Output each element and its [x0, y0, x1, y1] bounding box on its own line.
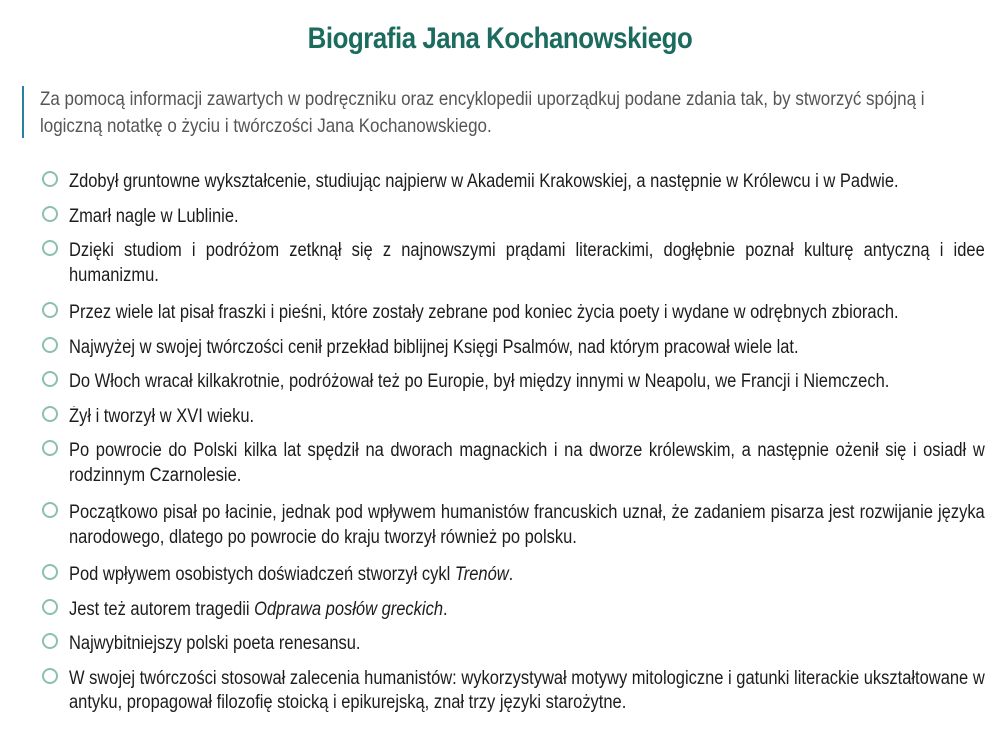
- list-item[interactable]: [40, 632, 985, 657]
- sentence-text: Zdobył gruntowne wykształcenie, studiując najpierw w Akademii Krakowskiej, a następnie w Królewcu i w Padwie.: [69, 171, 899, 192]
- intro-accent-bar: [22, 86, 24, 138]
- sentence-text: [69, 563, 985, 588]
- sentence-text-part: .: [508, 564, 514, 585]
- list-item[interactable]: [40, 170, 985, 195]
- sentence-text: Żył i tworzył w XVI wieku.: [69, 405, 255, 427]
- page-title: Biografia Jana Kochanowskiego: [307, 22, 693, 55]
- list-item[interactable]: [40, 405, 985, 430]
- list-item[interactable]: [40, 239, 985, 288]
- circle-radio-icon[interactable]: [42, 302, 58, 318]
- list-item[interactable]: [40, 563, 985, 588]
- sentence-text-part: Pod wpływem osobistych doświadczeń stworzył cykl: [69, 564, 455, 585]
- circle-radio-icon[interactable]: [42, 633, 58, 649]
- circle-radio-icon[interactable]: [42, 564, 58, 580]
- sentence-text: Po powrocie do Polski kilka lat spędził na dworach magnackich i na dworze królewskim, a następnie ożenił się i osiadł w rodzinnym Czarnolesie.: [69, 440, 985, 486]
- circle-radio-icon[interactable]: [42, 668, 58, 684]
- list-item[interactable]: [40, 598, 985, 623]
- italic-title: Trenów: [454, 564, 509, 585]
- sentence-list: [40, 170, 985, 729]
- circle-radio-icon[interactable]: [42, 440, 58, 456]
- circle-radio-icon[interactable]: [42, 406, 58, 422]
- circle-radio-icon[interactable]: [42, 337, 58, 353]
- sentence-text: Najwybitniejszy polski poeta renesansu.: [69, 633, 361, 654]
- list-item[interactable]: [40, 439, 985, 488]
- sentence-text: Dzięki studiom i podróżom zetknął się z najnowszymi prądami literackimi, dogłębnie poznał kulturę antyczną i idee humanizmu.: [69, 240, 985, 286]
- circle-radio-icon[interactable]: [42, 171, 58, 187]
- italic-title: Odprawa posłów greckich: [254, 598, 443, 620]
- sentence-text: Przez wiele lat pisał fraszki i pieśni, które zostały zebrane pod koniec życia poety i wydane w odrębnych zbiorach.: [69, 302, 899, 323]
- sentence-text: Najwyżej w swojej twórczości cenił przekład biblijnej Księgi Psalmów, nad którym pracował wiele lat.: [69, 336, 799, 358]
- sentence-text: Początkowo pisał po łacinie, jednak pod wpływem humanistów francuskich uznał, że zadaniem pisarza jest rozwijanie języka narodowego, dlatego po powrocie do kraju tworzył również po polsku.: [69, 502, 985, 548]
- list-item[interactable]: [40, 205, 985, 230]
- list-item[interactable]: [40, 370, 985, 395]
- list-item[interactable]: [40, 667, 985, 716]
- circle-radio-icon[interactable]: [42, 502, 58, 518]
- sentence-text: Zmarł nagle w Lublinie.: [69, 205, 239, 227]
- sentence-text: [69, 598, 985, 623]
- circle-radio-icon[interactable]: [42, 371, 58, 387]
- list-item[interactable]: [40, 501, 985, 550]
- circle-radio-icon[interactable]: [42, 206, 58, 222]
- circle-radio-icon[interactable]: [42, 599, 58, 615]
- task-instruction: Za pomocą informacji zawartych w podręczniku oraz encyklopedii uporządkuj podane zdania tak, by stworzyć spójną i logiczną notatkę o życiu i twórczości Jana Kochanowskiego.: [40, 88, 925, 137]
- sentence-text-part: .: [442, 598, 448, 620]
- list-item[interactable]: [40, 336, 985, 361]
- sentence-text: W swojej twórczości stosował zalecenia humanistów: wykorzystywał motywy mitologiczne i gatunki literackie ukształtowane w antyku, propagował filozofię stoicką i epikurejską, znał trzy języki starożytne.: [69, 667, 985, 713]
- circle-radio-icon[interactable]: [42, 240, 58, 256]
- sentence-text: Do Włoch wracał kilkakrotnie, podróżował też po Europie, był między innymi w Neapolu, we Francji i Niemczech.: [69, 371, 890, 392]
- list-item[interactable]: [40, 301, 985, 326]
- sentence-text-part: Jest też autorem tragedii: [69, 598, 255, 620]
